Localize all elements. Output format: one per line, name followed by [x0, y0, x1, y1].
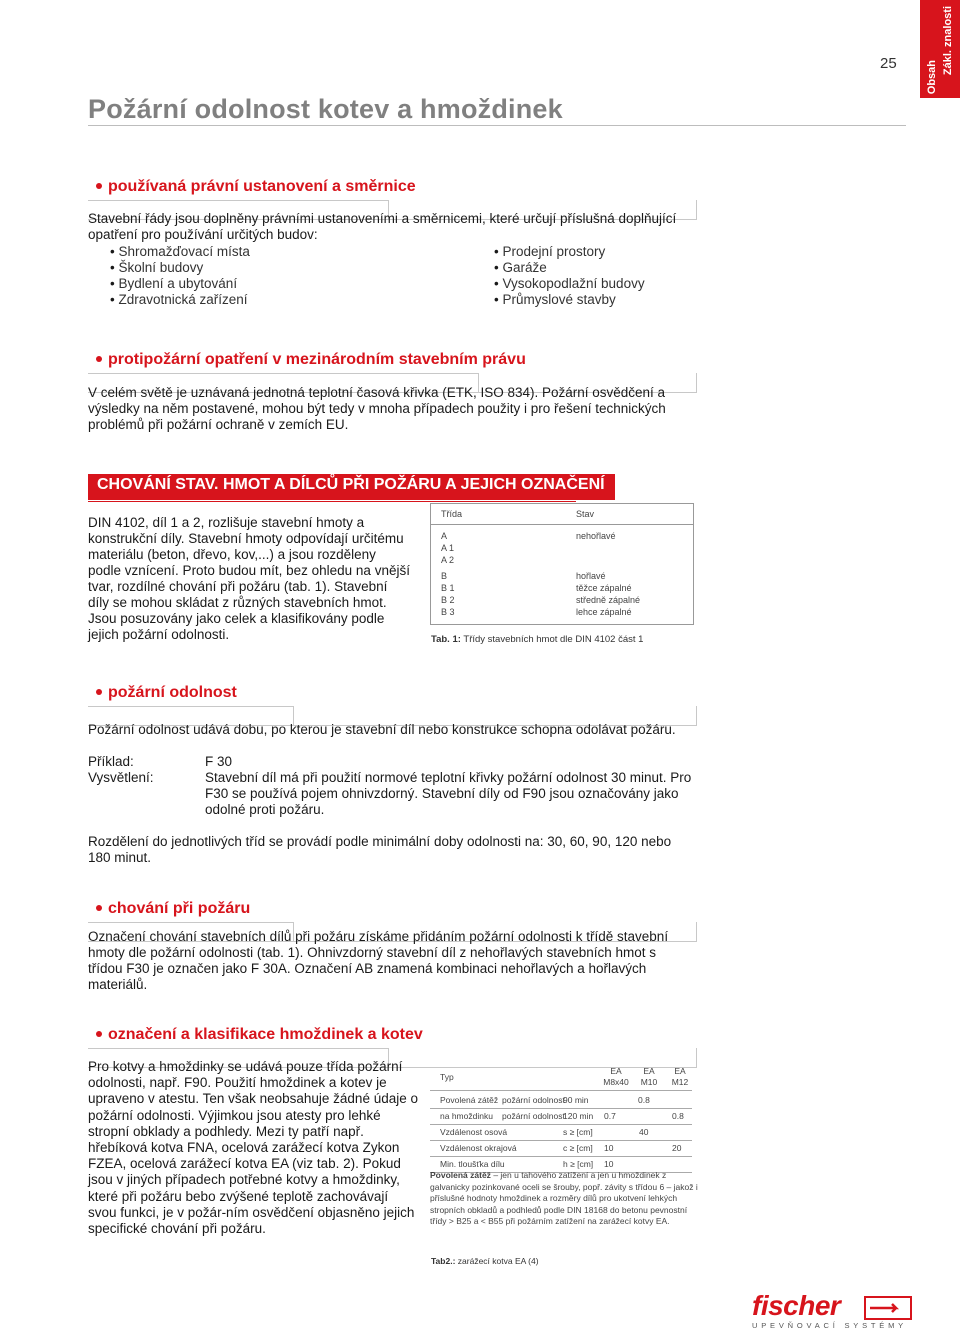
- classification-text: Rozdělení do jednotlivých tříd se provádí podle minimální doby odolnosti na: 30, 60, 90, 120 nebo 180 minut.: [88, 834, 672, 865]
- table-cell: B 2: [441, 595, 455, 605]
- example-value: F 30: [205, 754, 233, 769]
- section-heading: označení a klasifikace hmoždinek a kotev: [108, 1026, 423, 1043]
- logo-tagline: UPEVŇOVACÍ SYSTÉMY: [752, 1321, 907, 1330]
- table-cell: h ≥ [cm]: [563, 1159, 594, 1169]
- page-number: 25: [880, 55, 897, 72]
- building-list-right: [494, 244, 645, 308]
- din-text: DIN 4102, díl 1 a 2, rozlišuje stavební hmoty a konstrukční díly. Stavební hmoty odpovídají určitému materiálu (beton, dřevo, kov,...) a jsou rozděleny podle vznícení. Proto budou mít, bez ohledu na vnější tvar, rozdílné chování při požáru (tab. 1). Stavební díly se mohou skládat z různých stavebních hmot. Jsou posuzovány jako celek a klasifikovány podle jejich požární odolnosti.: [88, 515, 410, 642]
- fischer-logo: fischer: [752, 1290, 841, 1321]
- explanation-label: Vysvětlení:: [88, 770, 154, 785]
- list-item: • Průmyslové stavby: [494, 292, 645, 308]
- legal-intro-text: Stavební řády jsou doplněny právními ustanoveními a směrnicemi, které určují příslušná doplňující opatření pro používání určitých budov:: [88, 211, 677, 242]
- section-heading: používaná právní ustanovení a směrnice: [108, 178, 416, 195]
- table-cell: c ≥ [cm]: [563, 1143, 593, 1153]
- example-label: Příklad:: [88, 754, 134, 769]
- list-item: • Garáže: [494, 260, 645, 276]
- table-row: [430, 1108, 692, 1125]
- section-heading: požární odolnost: [108, 684, 237, 701]
- table-note: [430, 1170, 702, 1228]
- table-cell: Min. tloušťka dílu: [440, 1159, 505, 1169]
- table-cell: na hmoždinku: [440, 1111, 493, 1121]
- list-item: • Vysokopodlažní budovy: [494, 276, 645, 292]
- list-item: • Prodejní prostory: [494, 244, 645, 260]
- caption-text: zarážecí kotva EA (4): [457, 1256, 539, 1266]
- table-cell: s ≥ [cm]: [563, 1127, 593, 1137]
- caption-label: Tab2.:: [431, 1256, 456, 1266]
- col-header-type: Typ: [440, 1072, 454, 1082]
- table-cell: 0.8: [672, 1111, 684, 1121]
- table-cell: A 2: [441, 555, 455, 565]
- col-header-class: Třída: [441, 509, 463, 519]
- table-cell: 10: [604, 1159, 614, 1169]
- bullet-icon: [96, 689, 102, 695]
- table-cell: B 1: [441, 583, 455, 593]
- table-cell: 40: [639, 1127, 649, 1137]
- table-row: [430, 1124, 692, 1141]
- building-list-left: [110, 244, 250, 308]
- table-cell: 90 min: [563, 1095, 589, 1105]
- table-cell: požární odolnost: [502, 1095, 565, 1105]
- table-cell: lehce zápalné: [576, 607, 632, 617]
- list-item: • Zdravotnická zařízení: [110, 292, 250, 308]
- col-header: EA M12: [671, 1066, 689, 1087]
- table-cell: A: [441, 531, 448, 541]
- table-cell: hořlavé: [576, 571, 606, 581]
- col-header-state: Stav: [576, 509, 595, 519]
- table-caption: [431, 634, 643, 645]
- bullet-icon: [96, 905, 102, 911]
- caption-label: Tab. 1:: [431, 634, 461, 645]
- table-row: [430, 1140, 692, 1157]
- fire-behavior-text: Označení chování stavebních dílů při požáru získáme přidáním požární odolnosti k třídě stavební hmoty dle požární odolnosti (tab. 1). Ohnivzdorný stavební díl z nehořlavých stavebních hmot s třídou F30 je označen jako F 30A. Označení AB znamená kombinaci nehořlavých a hořlavých materiálů.: [88, 929, 669, 992]
- table-header: [431, 504, 693, 525]
- table-cell: B: [441, 571, 448, 581]
- caption-text: Třídy stavebních hmot dle DIN 4102 část 1: [463, 634, 644, 645]
- title-divider: [88, 125, 906, 126]
- anchor-text: Pro kotvy a hmoždinky se udává pouze třída požární odolnosti, např. F90. Použití hmoždinek a kotev je upraveno v atestu. Ten však neobsahuje žádné údaje o požární odolnosti. Výjimkou jsou atesty pro lehké stropní obklady a podhledy. Mezi ty patří např. hřebíková kotva FNA, ocelová zarážecí kotva Zykon FZEA, ocelová zarážecí kotva EA (viz tab. 2). Pokud jsou v jiných případech potřebné kotvy a hmoždinky, které při požáru bebo zvýšené teplotě zachovávají svou funkci, je v požár-ním osvědčení objasněno jejich specifické chování při požáru.: [88, 1059, 418, 1237]
- note-label: Povolená zátěž: [430, 1170, 491, 1180]
- section-header-fire-resistance: [88, 682, 698, 726]
- side-navigation-tab[interactable]: [920, 0, 960, 98]
- nav-contents-link[interactable]: Obsah: [926, 60, 938, 95]
- table-cell: 10: [604, 1143, 614, 1153]
- table-cell: Vzdálenost okrajová: [440, 1143, 517, 1153]
- note-text: – jen u tahového zatížení a jen u hmoždinek z galvanicky pozinkované oceli se šrouby, popř. závity s třídou 6 – jakož i příslušné hodnoty hmoždinek a rozměry dílů pro ukotvení lehkých stropních obkladů a podhledů podle DIN 18168 do betonu pevnostní třídy > B25 a < B55 při požárním zatížení na zarážecí kotvy EA.: [430, 1170, 698, 1226]
- table-cell: 120 min: [563, 1111, 594, 1121]
- table-cell: středně zápalné: [576, 595, 641, 605]
- table-cell: požární odolnost: [502, 1111, 565, 1121]
- logo-emblem-icon: [864, 1296, 912, 1320]
- table-row: [430, 1092, 692, 1109]
- list-item: • Školní budovy: [110, 260, 250, 276]
- page-title: Požární odolnost kotev a hmoždinek: [88, 94, 563, 124]
- table-cell: 20: [672, 1143, 682, 1153]
- list-item: • Bydlení a ubytování: [110, 276, 250, 292]
- international-text: V celém světě je uznávaná jednotná teplotní časová křivka (ETK, ISO 834). Požární osvědčení a výsledky na něm postavené, mohou být tedy v mnoha případech použity i pro řešení technických problémů při požární ochraně v zemích EU.: [88, 385, 666, 432]
- table-cell: A 1: [441, 543, 455, 553]
- bullet-icon: [96, 183, 102, 189]
- explanation-text: Stavební díl má při použití normové teplotní křivky požární odolnost 30 minut. Pro F30 se používá pojem ohnivzdorný. Stavební díly od F90 jsou označovány jako odolné proti požáru.: [205, 770, 692, 817]
- bullet-icon: [96, 1031, 102, 1037]
- table-cell: B 3: [441, 607, 455, 617]
- table-cell: nehořlavé: [576, 531, 616, 541]
- header-underline: [88, 501, 576, 502]
- section-header-behavior: CHOVÁNÍ STAV. HMOT A DÍLCŮ PŘI POŽÁRU A JEJICH OZNAČENÍ: [88, 474, 615, 500]
- section-heading: chování při požáru: [108, 900, 251, 917]
- table-cell: 0.8: [638, 1095, 650, 1105]
- table-cell: těžce zápalné: [576, 583, 632, 593]
- material-class-table: [430, 503, 694, 625]
- bullet-icon: [96, 356, 102, 362]
- nav-basics-link[interactable]: Zákl. znalosti: [942, 6, 954, 76]
- col-header: EA M8x40: [603, 1066, 629, 1087]
- list-item: • Shromažďovací místa: [110, 244, 250, 260]
- table-cell: 0.7: [604, 1111, 616, 1121]
- table-cell: Povolená zátěž: [440, 1095, 499, 1105]
- fire-resistance-text: Požární odolnost udává dobu, po kterou je stavební díl nebo konstrukce schopna odolávat požáru.: [88, 722, 676, 737]
- table-caption: [431, 1256, 539, 1266]
- col-header: EA M10: [640, 1066, 658, 1087]
- section-heading: protipožární opatření v mezinárodním stavebním právu: [108, 351, 526, 368]
- table-cell: Vzdálenost osová: [440, 1127, 508, 1137]
- table-header-row: [430, 1066, 692, 1091]
